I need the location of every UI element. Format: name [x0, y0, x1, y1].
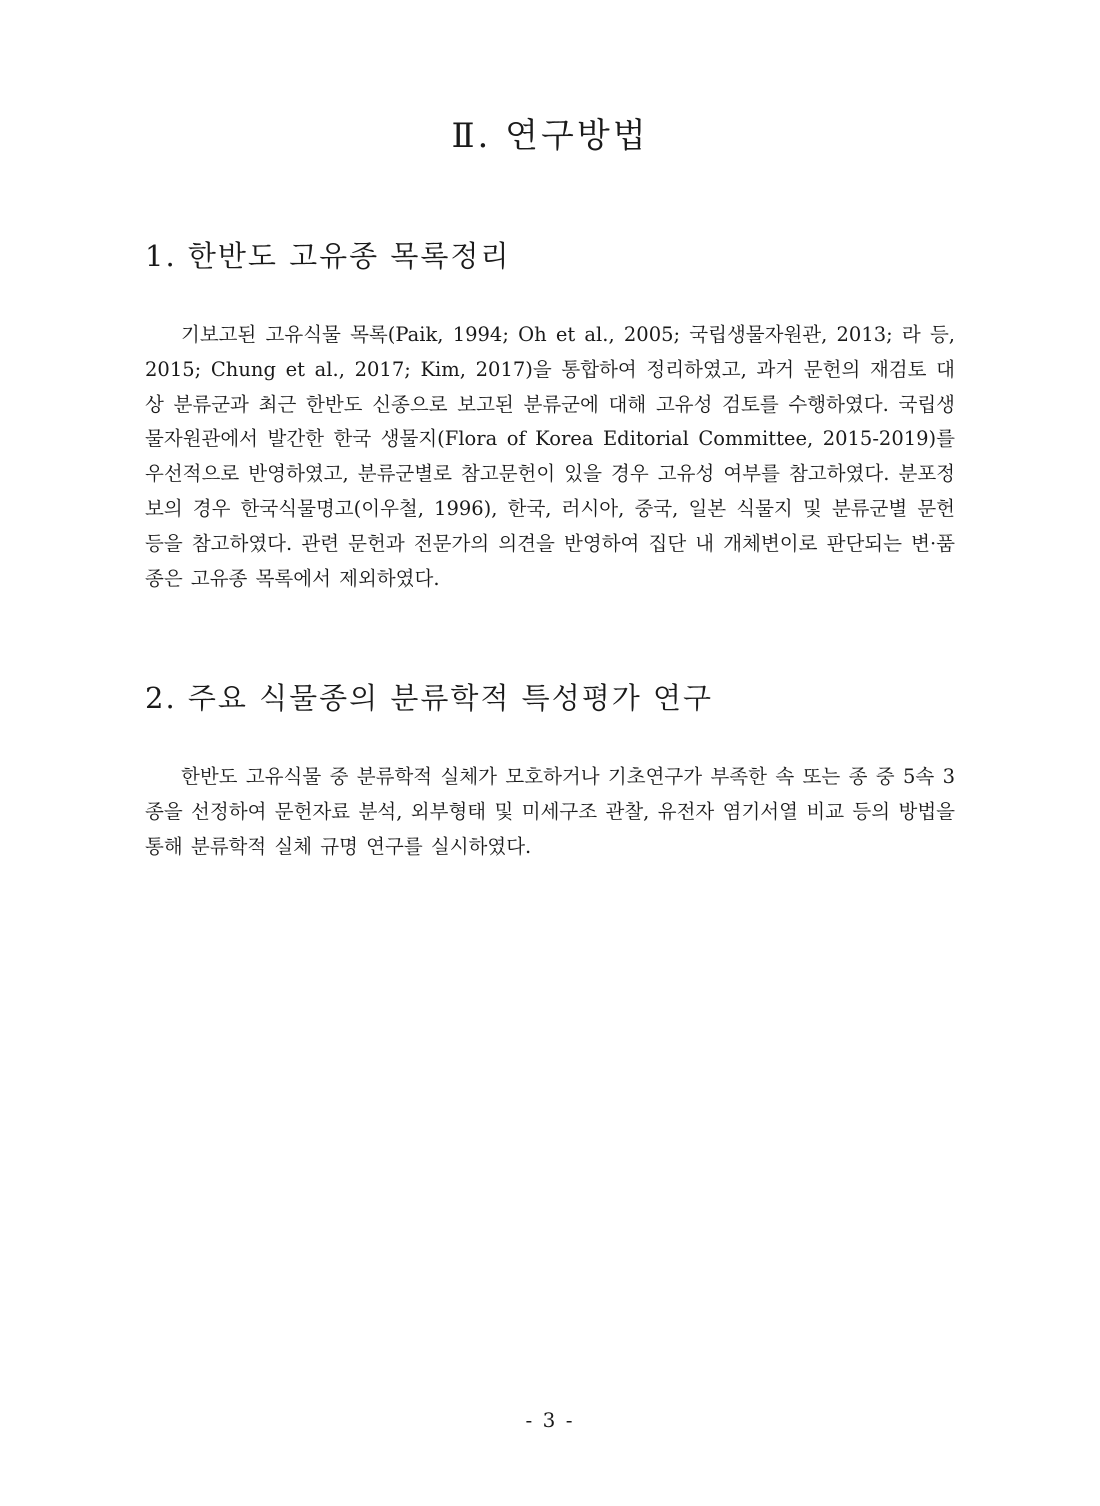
section-endemic-species-list [145, 236, 955, 596]
page-number: - 3 - [525, 1408, 575, 1432]
section-heading: 1. 한반도 고유종 목록정리 [145, 239, 511, 273]
section-paragraph: 기보고된 고유식물 목록(Paik, 1994; Oh et al., 2005; 국립생물자원관, 2013; 라 등, 2015; Chung et al., 2017; Kim, 2017)을 통합하여 정리하였고, 과거 문헌의 재검토 대상 분류군과 최근 한반도 신종으로 보고된 분류군에 대해 고유성 검토를 수행하였다. 국립생물자원관에서 발간한 한국 생물지(Flora of Korea Editorial Committee, 2015-2019)를 우선적으로 반영하였고, 분류군별로 참고문헌이 있을 경우 고유성 여부를 참고하였다. 분포정보의 경우 한국식물명고(이우철, 1996), 한국, 러시아, 중국, 일본 식물지 및 분류군별 문헌 등을 참고하였다. 관련 문헌과 전문가의 의견을 반영하여 집단 내 개체변이로 판단되는 변·품종은 고유종 목록에서 제외하였다. [145, 323, 955, 590]
section-paragraph: 한반도 고유식물 중 분류학적 실체가 모호하거나 기초연구가 부족한 속 또는 종 중 5속 3종을 선정하여 문헌자료 분석, 외부형태 및 미세구조 관찰, 유전자 염기서열 비교 등의 방법을 통해 분류학적 실체 규명 연구를 실시하였다. [145, 765, 955, 858]
section-heading: 2. 주요 식물종의 분류학적 특성평가 연구 [145, 681, 713, 715]
chapter-title: Ⅱ. 연구방법 [451, 116, 649, 156]
section-taxonomic-evaluation [145, 678, 955, 864]
